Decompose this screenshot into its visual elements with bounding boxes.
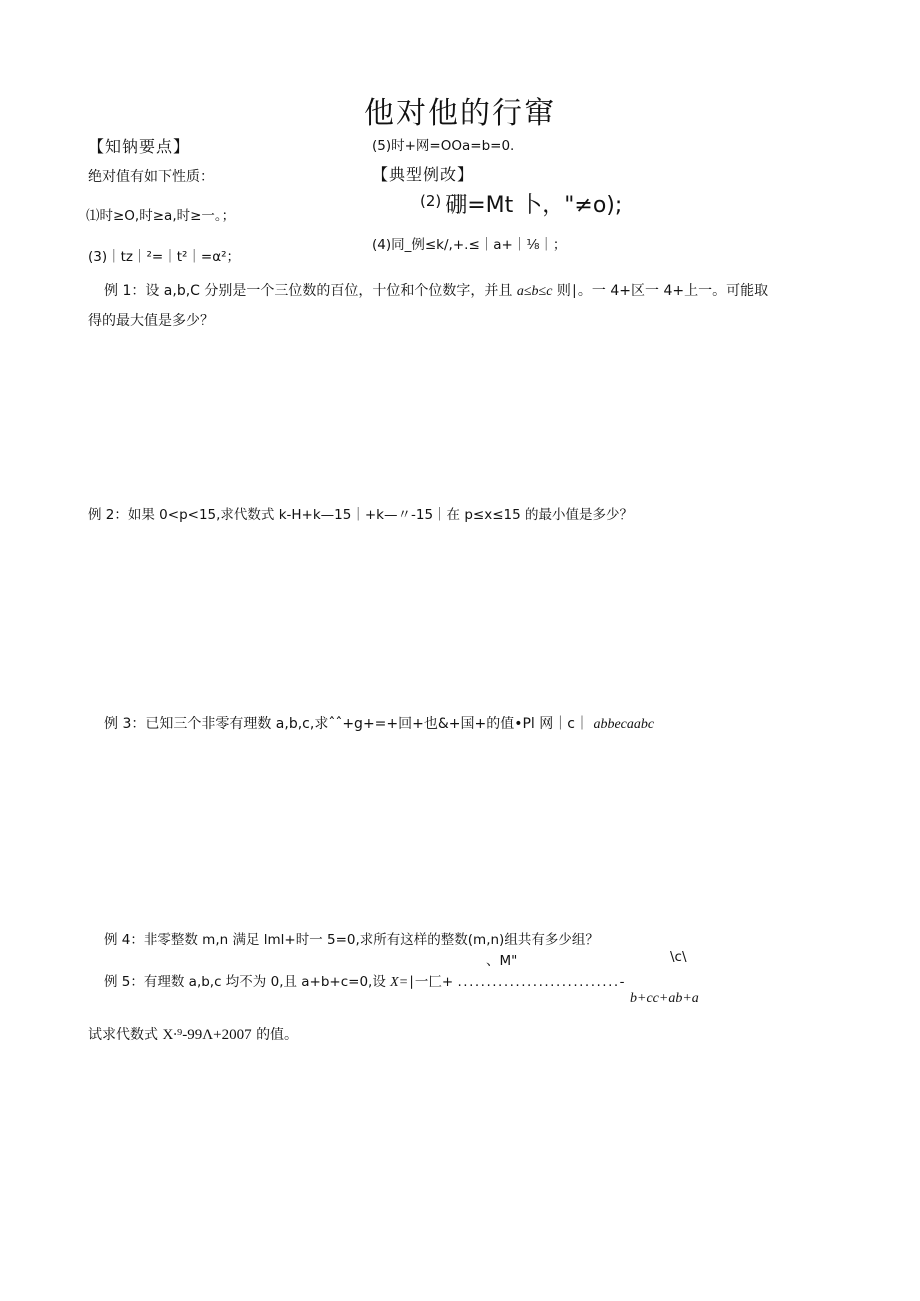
example-5-numerator-mid: 、M": [486, 953, 518, 969]
example-3-denominators: abbecaabc: [593, 717, 655, 732]
property-item-1: ⑴时≥O,时≥a,时≥一。；: [86, 208, 236, 224]
example-5-numerator-right: \c\: [670, 949, 687, 965]
property-item-3: (3)｜tz｜²=｜t²｜=α²；: [88, 249, 241, 265]
property-item-2: [420, 188, 622, 219]
example-5-conclusion-text-c: 的值。: [256, 1027, 299, 1043]
example-1-text-b: 则∣。一 4+区一 4+上一。可能取: [556, 283, 769, 299]
example-5-conclusion: [88, 1024, 298, 1044]
property-item-2-number: (2): [420, 192, 442, 210]
example-5-expression: X∙⁹-99Λ+2007: [162, 1027, 252, 1043]
property-item-5: (5)时+网=OOa=b=0.: [372, 138, 515, 154]
example-3: [104, 713, 654, 733]
example-5-fraction-start: ∣一匚+: [408, 974, 454, 990]
example-1-line-1: [104, 280, 768, 300]
example-4: 例 4：非零整数 m,n 满足 lml+时一 5=0,求所有这样的整数(m,n)组共有多少组？: [104, 932, 599, 948]
example-1-inequality: a≤b≤c: [516, 284, 553, 299]
example-5-text: 例 5：有理数 a,b,c 均不为 0,且 a+b+c=0,设: [104, 974, 386, 990]
example-3-text: 例 3：已知三个非零有理数 a,b,c,求ˆˆ+g+=+回+也&+国+的值•Pl 网｜c｜: [104, 716, 589, 732]
example-5-dot-leader: ............................-: [457, 974, 627, 990]
example-1-line-2: 得的最大值是多少？: [88, 313, 214, 329]
knowledge-heading: 【知钠要点】: [88, 137, 191, 156]
property-item-2-text: 硼=Mt 卜，"≠o);: [445, 193, 623, 218]
knowledge-intro: 绝对值有如下性质：: [88, 169, 214, 185]
example-5-conclusion-text-a: 试求代数式: [88, 1027, 158, 1043]
example-5: [104, 970, 626, 991]
page-title: 他对他的行窜: [364, 96, 556, 131]
example-5-denominators: b+cc+ab+a: [630, 991, 699, 1006]
example-5-x-def: X=: [390, 975, 409, 990]
property-item-4: (4)同_例≤k∕,+.≤｜a+｜⅛｜；: [372, 237, 567, 253]
example-2: 例 2：如果 0<p<15,求代数式 k-H+k—15｜+k—〃-15｜在 p≤x≤15 的最小值是多少？: [88, 507, 633, 523]
examples-heading: 【典型例改】: [372, 165, 475, 184]
example-1-text-a: 例 1：设 a,b,C 分别是一个三位数的百位，十位和个位数字，并且: [104, 283, 513, 299]
